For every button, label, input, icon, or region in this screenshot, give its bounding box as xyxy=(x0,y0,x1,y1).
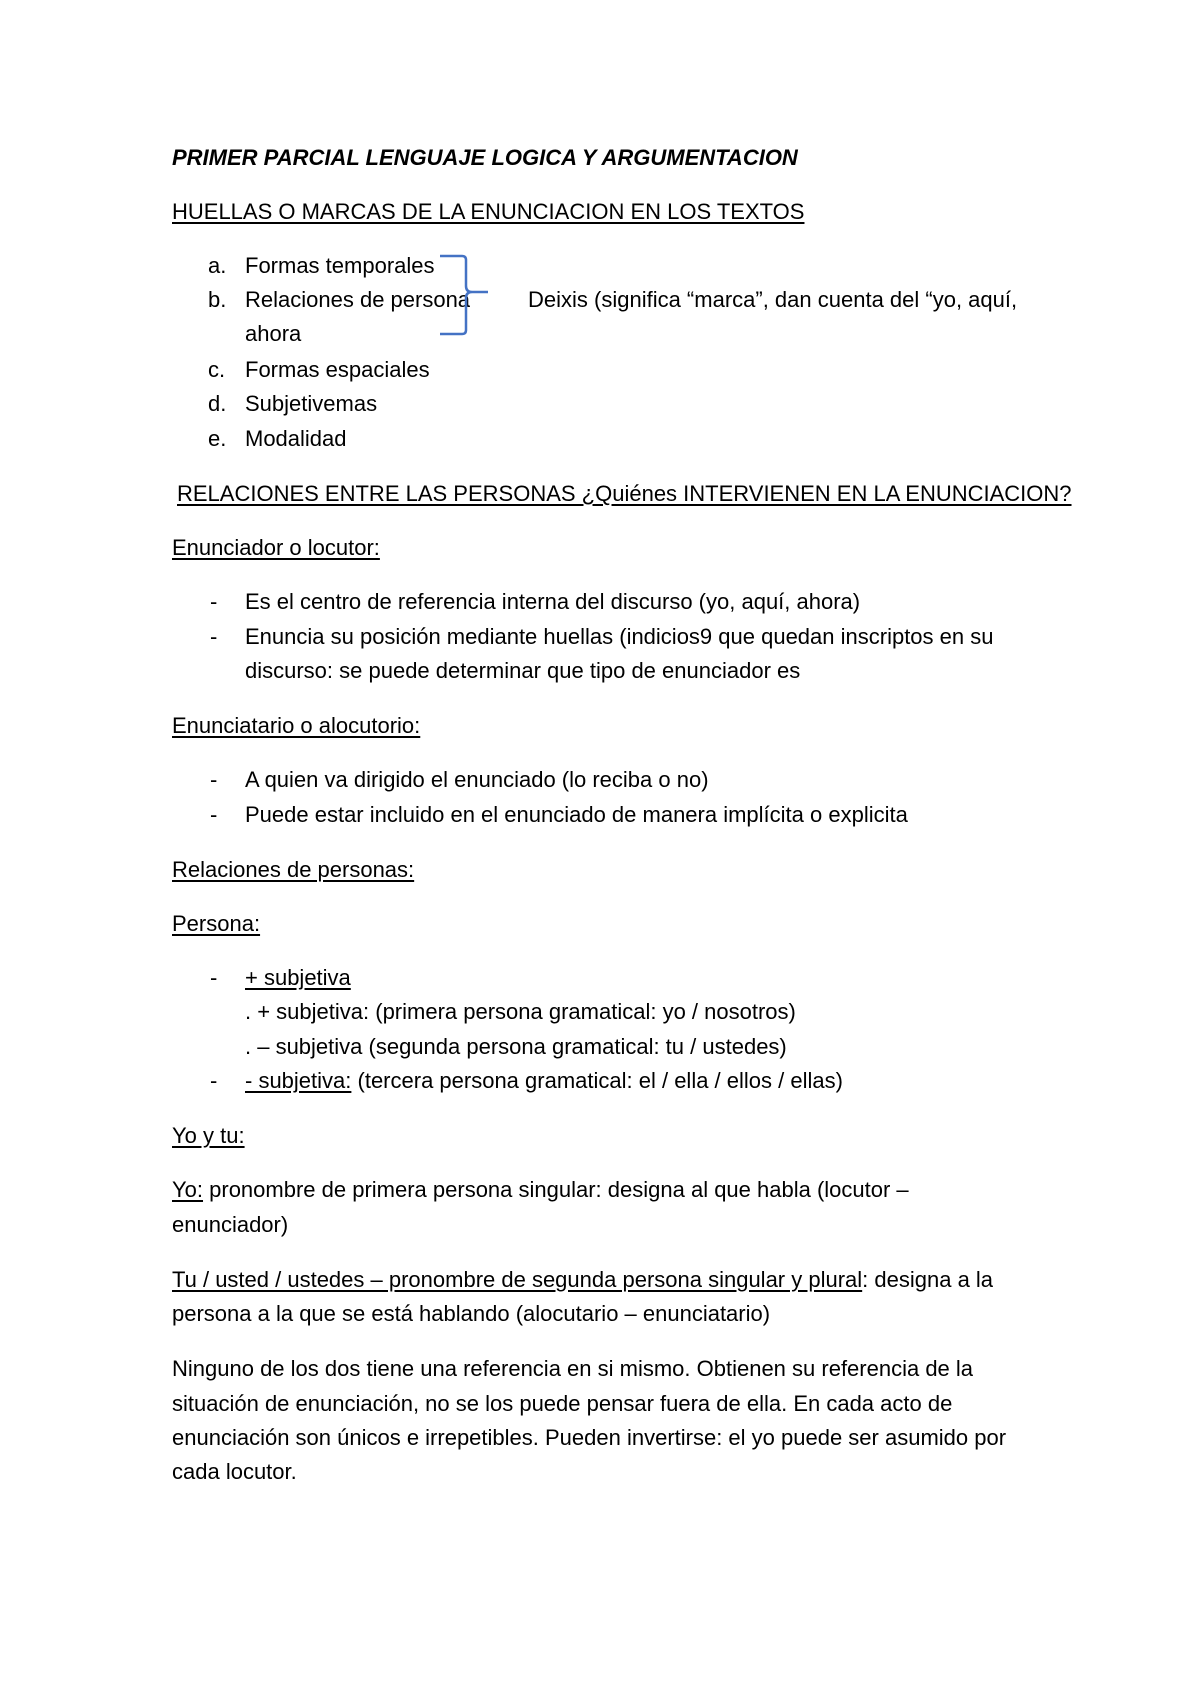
bullet-dash: - xyxy=(210,624,218,649)
document-title: PRIMER PARCIAL LENGUAJE LOGICA Y ARGUMENTACION xyxy=(172,145,798,170)
list-marker: d. xyxy=(208,391,227,416)
menos-subjetiva-text: (tercera persona gramatical: el / ella / ellos / ellas) xyxy=(351,1068,843,1093)
sub-item: . + subjetiva: (primera persona gramatical: yo / nosotros) xyxy=(245,999,796,1024)
section-heading-relaciones: RELACIONES ENTRE LAS PERSONAS ¿Quiénes INTERVIENEN EN LA ENUNCIACION? xyxy=(177,481,1072,506)
list-marker: a. xyxy=(208,253,227,278)
list-marker: e. xyxy=(208,426,227,451)
curly-brace-icon xyxy=(438,254,498,338)
list-item: Subjetivemas xyxy=(245,391,378,416)
list-marker: c. xyxy=(208,357,226,382)
tu-label: Tu / usted / ustedes – pronombre de segunda persona singular y plural xyxy=(172,1267,863,1292)
subheading-enunciador: Enunciador o locutor: xyxy=(172,535,380,560)
subheading-persona: Persona: xyxy=(172,911,261,936)
list-item-continuation: ahora xyxy=(245,321,302,346)
paragraph-yo-line2: enunciador) xyxy=(172,1212,289,1237)
yo-text: pronombre de primera persona singular: designa al que habla (locutor – xyxy=(203,1177,909,1202)
subheading-relaciones-personas: Relaciones de personas: xyxy=(172,857,415,882)
bullet-dash: - xyxy=(210,802,218,827)
bullet-item-continuation: discurso: se puede determinar que tipo de enunciador es xyxy=(245,658,801,683)
bullet-dash: - xyxy=(210,1068,218,1093)
list-item: Modalidad xyxy=(245,426,347,451)
bullet-item-mas-subjetiva: + subjetiva xyxy=(245,965,351,990)
bullet-item: Es el centro de referencia interna del discurso (yo, aquí, ahora) xyxy=(245,589,861,614)
bullet-item-menos-subjetiva xyxy=(245,1066,843,1096)
final-paragraph-line: cada locutor. xyxy=(172,1459,297,1484)
list-item: Relaciones de persona xyxy=(245,287,471,312)
sub-item: . – subjetiva (segunda persona gramatical: tu / ustedes) xyxy=(245,1034,787,1059)
tu-text: : designa a la xyxy=(862,1267,994,1292)
list-item: Formas temporales xyxy=(245,253,435,278)
paragraph-tu-line1 xyxy=(172,1265,993,1295)
final-paragraph-line: Ninguno de los dos tiene una referencia en si mismo. Obtienen su referencia de la xyxy=(172,1356,974,1381)
subheading-yo-tu: Yo y tu: xyxy=(172,1123,245,1148)
paragraph-tu-line2: persona a la que se está hablando (alocutario – enunciatario) xyxy=(172,1301,771,1326)
final-paragraph-line: enunciación son únicos e irrepetibles. Pueden invertirse: el yo puede ser asumido por xyxy=(172,1425,1007,1450)
subheading-enunciatario: Enunciatario o alocutorio: xyxy=(172,713,421,738)
yo-label: Yo: xyxy=(172,1177,204,1202)
bullet-dash: - xyxy=(210,767,218,792)
list-item: Formas espaciales xyxy=(245,357,430,382)
bullet-dash: - xyxy=(210,965,218,990)
bullet-dash: - xyxy=(210,589,218,614)
bullet-item: A quien va dirigido el enunciado (lo reciba o no) xyxy=(245,767,709,792)
section-heading-huellas: HUELLAS O MARCAS DE LA ENUNCIACION EN LOS TEXTOS xyxy=(172,199,805,224)
final-paragraph-line: situación de enunciación, no se los puede pensar fuera de ella. En cada acto de xyxy=(172,1391,953,1416)
list-marker: b. xyxy=(208,287,227,312)
deixis-note: Deixis (significa “marca”, dan cuenta del “yo, aquí, xyxy=(528,287,1018,312)
bullet-item: Enuncia su posición mediante huellas (indicios9 que quedan inscriptos en su xyxy=(245,624,994,649)
bullet-item: Puede estar incluido en el enunciado de manera implícita o explicita xyxy=(245,802,908,827)
paragraph-yo-line1 xyxy=(172,1175,909,1205)
menos-subjetiva-label: - subjetiva: xyxy=(245,1068,352,1093)
